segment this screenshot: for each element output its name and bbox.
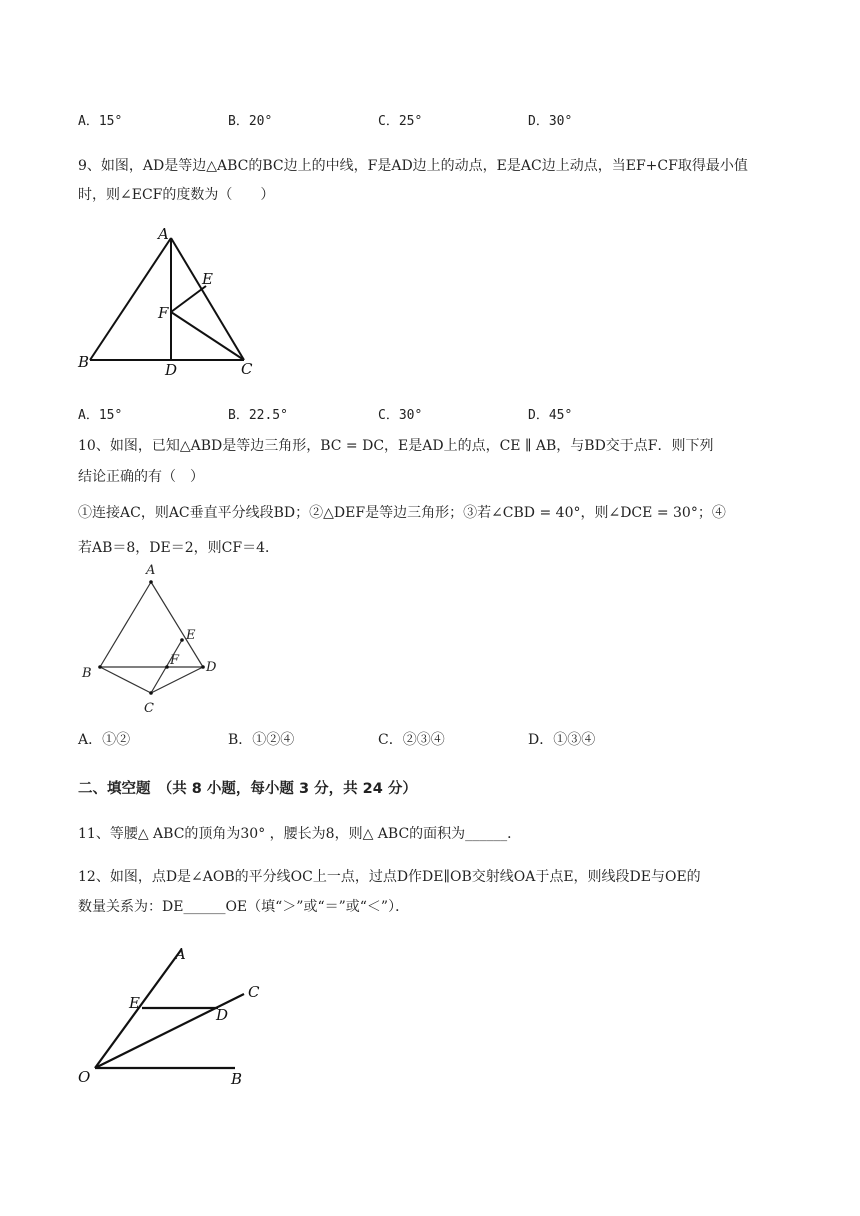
q9-segment-ac [171,238,244,360]
section-2-heading: 二、填空题 （共 8 小题，每小题 3 分，共 24 分） [78,781,417,797]
q10-option-c: C．②③④ [378,732,445,748]
q10-label-f: F [170,653,180,668]
q10-label-b: B [82,666,92,681]
q9-option-b: B．22.5° [228,408,288,423]
q12-label-b: B [231,1070,243,1088]
q9-label-a: A [158,225,169,243]
q10-conclusions-line2: 若AB＝8，DE＝2，则CF＝4． [78,540,279,556]
q12-label-c: C [248,983,260,1001]
q9-stem-line1: 9、如图，AD是等边△ABC的BC边上的中线，F是AD边上的动点，E是AC边上动点，当EF+CF取得最小值 [78,158,748,174]
q8-option-b: B．20° [228,114,273,129]
q12-label-d: D [216,1006,229,1024]
q10-segment-ab [100,582,151,667]
q9-label-c: C [241,360,253,378]
q10-option-a: A．①② [78,732,131,748]
q9-label-d: D [165,361,178,379]
q10-label-a: A [146,563,156,578]
q9-label-e: E [202,270,213,288]
q8-option-d: D．30° [528,114,573,129]
q10-option-d: D．①③④ [528,732,596,748]
q10-stem-line2: 结论正确的有（ ） [78,469,204,485]
q12-label-a: A [175,945,186,963]
q9-label-b: B [78,353,90,371]
q9-option-d: D．45° [528,408,573,423]
q9-segment-fc [171,312,244,360]
q9-option-a: A．15° [78,408,123,423]
q10-option-b: B．①②④ [228,732,295,748]
q9-figure [70,222,270,382]
q8-option-c: C．25° [378,114,423,129]
q8-option-a: A．15° [78,114,123,129]
q12-label-o: O [78,1068,91,1086]
q10-label-e: E [186,628,196,643]
q9-segment-ab [90,238,171,360]
question-11: 11、等腰△ ABC的顶角为30° ，腰长为8，则△ ABC的面积为______． [78,826,522,842]
q12-stem-line1: 12、如图，点D是∠AOB的平分线OC上一点，过点D作DE∥OB交射线OA于点E，则线段DE与OE的 [78,869,701,885]
q10-segment-bc [100,667,151,693]
q10-label-c: C [144,701,154,716]
q12-figure [70,936,280,1092]
q12-stem-line2: 数量关系为：DE______OE（填“＞”或“＝”或“＜”）． [78,899,410,915]
q9-stem-line2: 时，则∠ECF的度数为（ ） [78,187,275,203]
q9-segment-fe [171,286,206,312]
q10-figure [72,560,232,720]
q10-conclusions-line: ①连接AC，则AC垂直平分线段BD；②△DEF是等边三角形；③若∠CBD = 40°，则∠DCE = 30°；④ [78,505,726,521]
q10-label-d: D [206,660,217,675]
q9-label-f: F [158,304,169,322]
q9-option-c: C．30° [378,408,423,423]
q10-stem-line1: 10、如图，已知△ABD是等边三角形，BC = DC，E是AD上的点，CE ∥ AB，与BD交于点F．则下列 [78,438,714,454]
q12-label-e: E [129,994,140,1012]
